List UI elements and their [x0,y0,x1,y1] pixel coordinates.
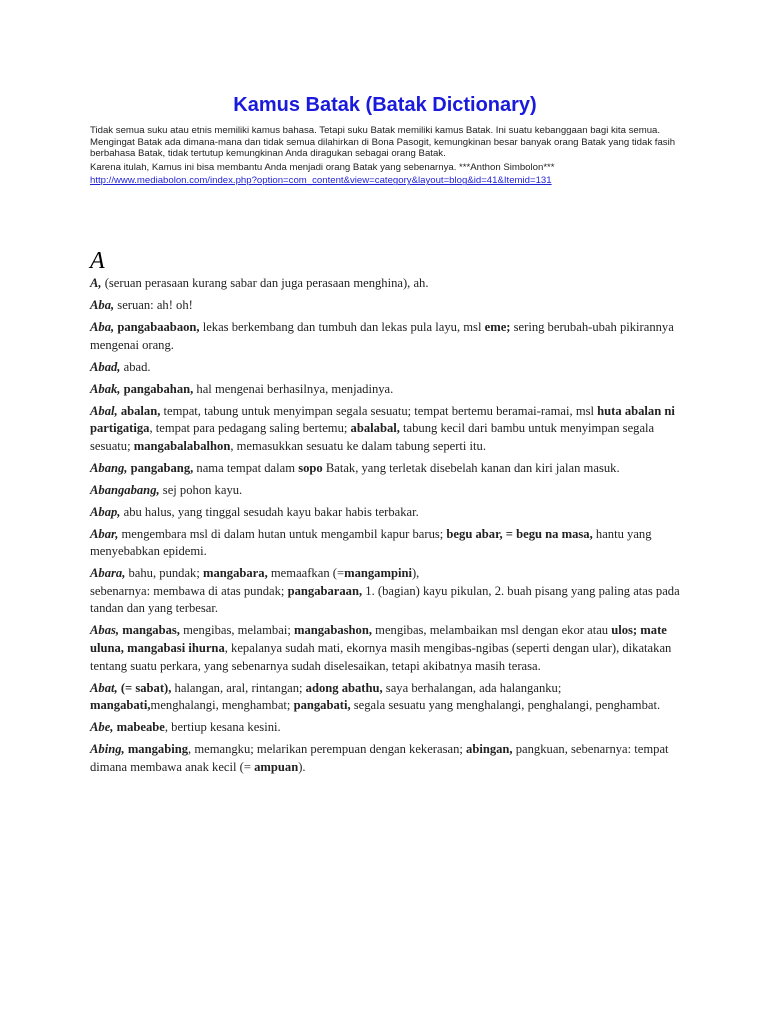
dictionary-entry [90,741,684,776]
dictionary-entry [90,526,684,561]
entry-term: ampuan [254,759,299,774]
entry-text: ), [411,566,420,581]
intro-block [90,125,680,189]
dictionary-entry [90,565,684,618]
dictionary-entries [90,275,684,781]
entry-text: bahu, pundak; [125,566,203,581]
entry-text: sej pohon kayu. [159,482,243,497]
entry-term: abalabal, [350,421,400,436]
entry-term: mangabati, [90,698,151,713]
entry-headword: Abap, [90,504,121,519]
intro-paragraph: Tidak semua suku atau etnis memiliki kamus bahasa. Tetapi suku Batak memiliki kamus Batak. Ini suatu kebanggaan bagi kita semua. Mengingat Batak ada dimana-mana dan tidak semua dilahirkan di Bona Pasogit, kemungkinan besar banyak orang Batak yang tidak fasih berbahasa Batak, tidak tertutup kemungkinan Anda diragukan sebagai orang Batak. [90,125,676,160]
entry-text: sering berubah-ubah pikirannya mengenai orang. [90,319,674,352]
entry-term: ulos; mate uluna, mangabasi ihurna [90,623,667,655]
entry-term: sopo [298,460,323,475]
entry-text: abu halus, yang tinggal sesudah kayu bakar habis terbakar. [120,504,419,519]
entry-text: mengibas, melambai; [179,623,294,638]
entry-term: pangabang, [130,460,194,475]
dictionary-entry [90,359,684,377]
entry-text: (seruan perasaan kurang sabar dan juga perasaan menghina), ah. [101,276,429,290]
entry-headword: Abad, [90,359,121,374]
entry-headword: Abe, [90,720,114,735]
entry-term: pangabahan, [123,381,194,396]
entry-text: nama tempat dalam [193,460,299,475]
entry-headword: Abar, [90,526,119,541]
entry-text: seruan: ah! oh! [114,297,193,312]
entry-text: Batak, yang terletak disebelah kanan dan kiri jalan masuk. [322,460,620,475]
entry-headword: Abak, [90,381,121,396]
entry-text: 1. (bagian) kayu pikulan, 2. buah pisang yang paling atas pada tandan dan yang terbesar. [90,583,680,616]
dictionary-entry [90,719,684,737]
dictionary-entry [90,381,684,399]
entry-text: ). [298,759,306,774]
entry-term: pangabaabaon, [117,319,200,334]
entry-term: pangabati, [293,698,351,713]
dictionary-entry [90,275,684,293]
entry-term: (= sabat), [120,680,172,695]
entry-term: mangabara, [203,566,268,581]
entry-text: hal mengenai berhasilnya, menjadinya. [193,381,394,396]
entry-headword: Abara, [90,566,126,581]
entry-text: mengibas, melambaikan msl dengan ekor atau [372,623,612,638]
entry-text: , tempat para pedagang saling bertemu; [149,421,351,436]
entry-text: tabung kecil dari bambu untuk menyimpan segala sesuatu; [90,421,655,453]
entry-text: hantu yang menyebabkan epidemi. [90,526,652,559]
dictionary-entry [90,319,684,354]
entry-term: begu abar, = begu na masa, [446,526,593,541]
source-link-wrap [90,175,680,187]
intro-paragraph: Karena itulah, Kamus ini bisa membantu Anda menjadi orang Batak yang sebenarnya. ***Anthon Simbolon*** [90,161,555,173]
entry-term: huta abalan ni partigatiga [90,403,675,436]
entry-term: mabeabe [116,720,165,735]
entry-headword: Aba, [90,297,115,312]
entry-text: menghalangi, menghambat; [150,698,294,713]
entry-headword: Abas, [90,623,120,638]
entry-text: segala sesuatu yang menghalangi, penghalangi, penghambat. [350,698,661,713]
entry-text: lekas berkembang dan tumbuh dan lekas pula layu, msl [199,319,485,334]
entry-text: sebenarnya: membawa di atas pundak; [90,583,288,598]
entry-term: abalan, [120,403,161,418]
source-link[interactable]: http://www.mediabolon.com/index.php?option=com_content&view=category&layout=blog&id=41&Itemid=131 [90,175,552,187]
entry-headword: Abang, [90,460,128,475]
entry-term: pangabaraan, [287,583,363,598]
entry-term: mangabing [127,742,189,757]
dictionary-entry [90,504,684,522]
entry-headword: Abing, [90,742,125,757]
entry-text: , kepalanya sudah mati, ekornya masih mengibas-ngibas (seperti dengan ular), dikatakan tentang suatu perkara, yang sebenarnya sudah diselesaikan, tetapi akibatnya masih terasa. [90,640,672,673]
dictionary-entry [90,460,684,478]
dictionary-entry [90,622,684,675]
entry-headword: Aba, [90,319,115,334]
entry-text: memaafkan (= [267,566,345,581]
entry-text: saya berhalangan, ada halanganku; [382,680,562,695]
entry-text: pangkuan, sebenarnya: tempat dimana membawa anak kecil (= [90,742,669,774]
entry-term: mangabalabalhon [133,438,231,453]
entry-term: eme; [484,319,511,334]
entry-term: mangabashon, [293,623,373,638]
entry-term: mangabas, [122,623,180,638]
entry-text: , memasukkan sesuatu ke dalam tabung seperti itu. [230,438,486,453]
entry-term: mangampini [344,566,412,581]
entry-term: adong abathu, [305,680,383,695]
section-letter: A [90,248,105,274]
dictionary-entry [90,680,684,715]
entry-text: mengembara msl di dalam hutan untuk mengambil kapur barus; [118,526,447,541]
entry-term: abingan, [466,742,513,757]
entry-headword: A, [90,276,102,290]
entry-text: , bertiup kesana kesini. [164,720,281,735]
dictionary-entry [90,403,684,456]
entry-text: abad. [120,359,151,374]
entry-headword: Abal, [90,403,118,418]
entry-headword: Abangabang, [90,482,160,497]
entry-text: halangan, aral, rintangan; [171,680,306,695]
entry-text: , memangku; melarikan perempuan dengan kekerasan; [188,742,467,757]
entry-headword: Abat, [90,680,118,695]
page-title: Kamus Batak (Batak Dictionary) [233,94,537,116]
dictionary-entry [90,482,684,500]
dictionary-entry [90,297,684,315]
entry-text: tempat, tabung untuk menyimpan segala sesuatu; tempat bertemu beramai-ramai, msl [160,403,598,418]
